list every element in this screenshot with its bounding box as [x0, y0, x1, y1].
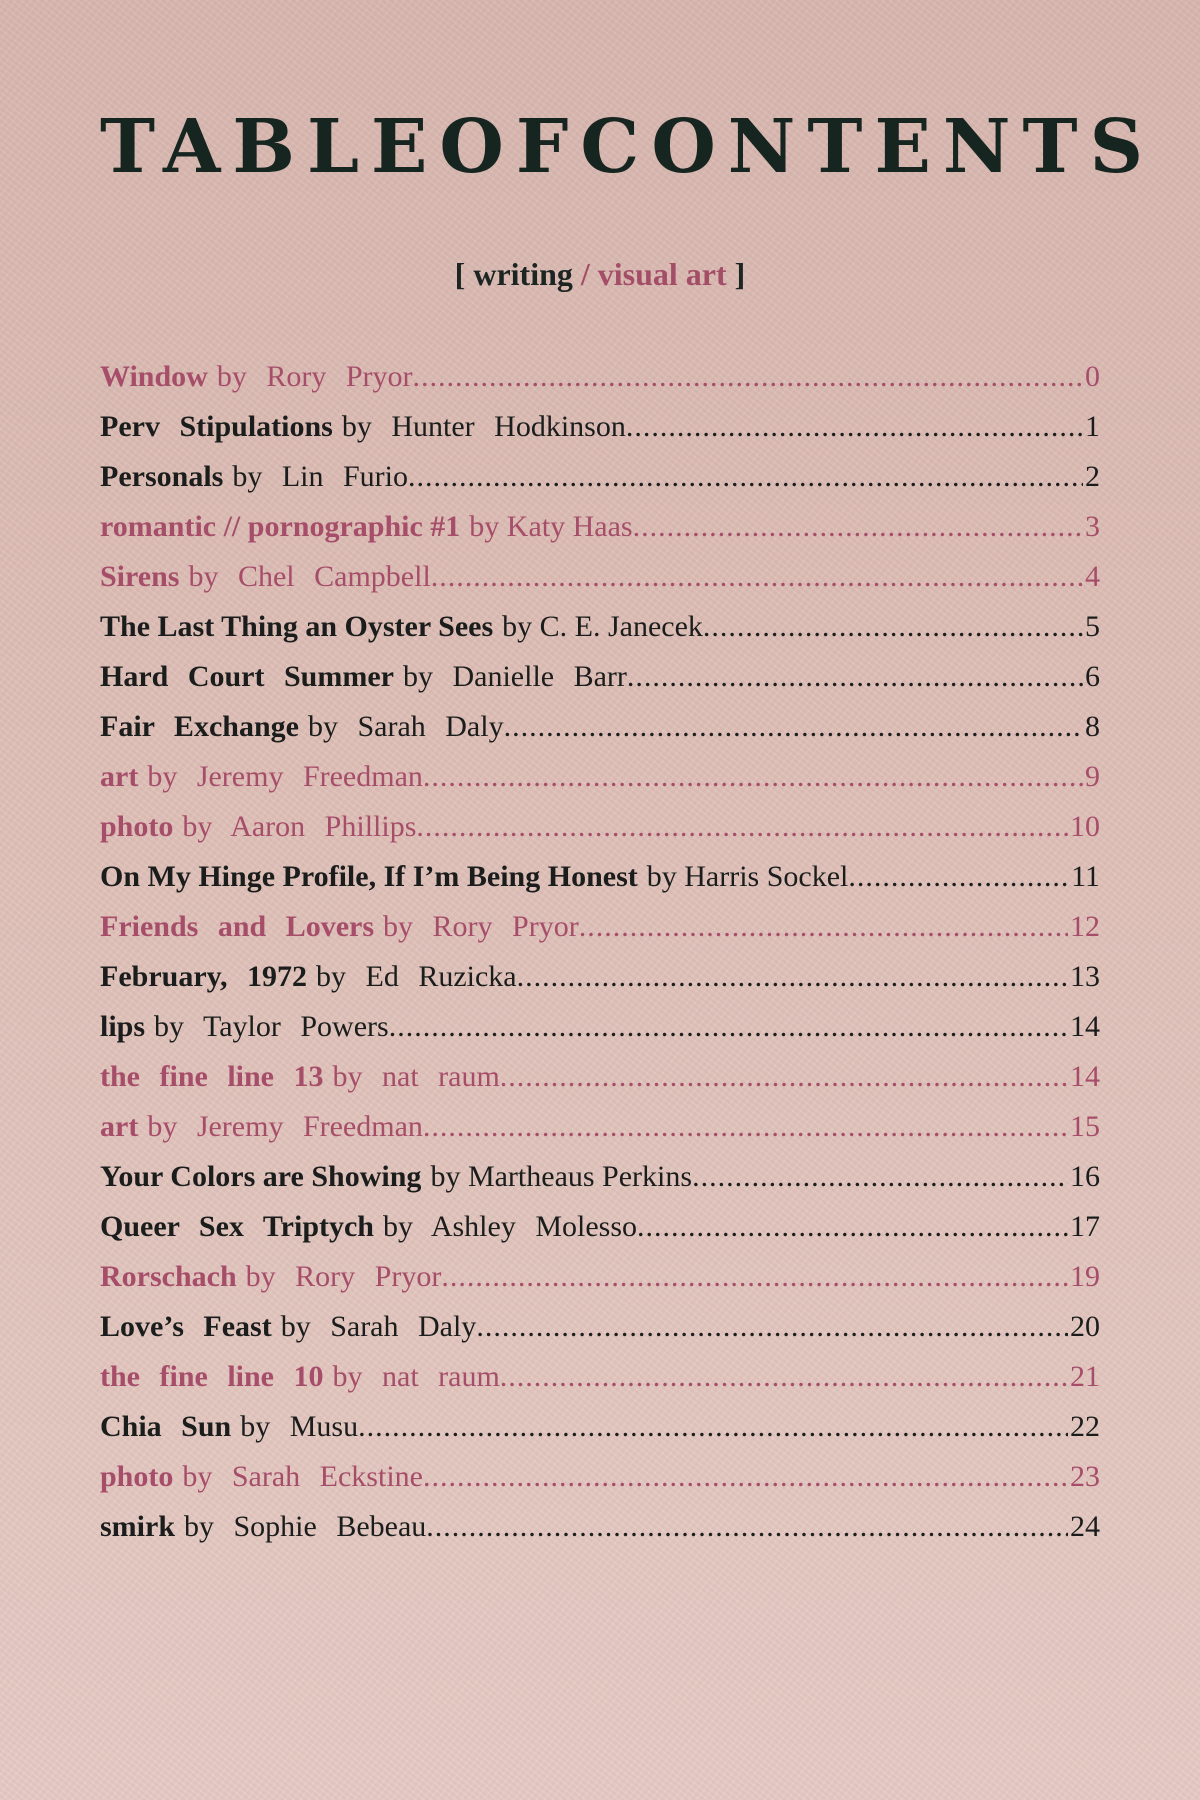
author-byline: by Hunter Hodkinson [341, 410, 626, 443]
toc-entry [100, 352, 1100, 402]
work-title: On My Hinge Profile, If I’m Being Honest [100, 860, 638, 893]
page-number: 10 [1070, 810, 1100, 843]
page-number: 20 [1070, 1310, 1100, 1343]
page-title [100, 102, 1156, 192]
work-title: lips [100, 1010, 146, 1043]
dot-leader [500, 1352, 1068, 1402]
toc-entry [100, 1002, 1100, 1052]
work-title: art [100, 1110, 139, 1143]
work-title: Rorschach [100, 1260, 237, 1293]
author-byline: by nat raum [332, 1060, 500, 1093]
author-byline: by Taylor Powers [154, 1010, 389, 1043]
toc-entry [100, 902, 1100, 952]
page-number: 0 [1085, 360, 1100, 393]
work-title: February, 1972 [100, 960, 307, 993]
work-title: art [100, 760, 139, 793]
dot-leader [517, 952, 1068, 1002]
dot-leader [358, 1402, 1068, 1452]
toc-entry [100, 402, 1100, 452]
author-byline: by Danielle Barr [402, 660, 627, 693]
author-byline: by Sarah Daly [307, 710, 504, 743]
toc-entry [100, 802, 1100, 852]
toc-entry [100, 1302, 1100, 1352]
work-title: the fine line 13 [100, 1060, 324, 1093]
toc-entry [100, 952, 1100, 1002]
author-byline: by Lin Furio [232, 460, 408, 493]
work-title: Friends and Lovers [100, 910, 375, 943]
toc-entry [100, 1502, 1100, 1552]
dot-leader [426, 1502, 1068, 1552]
dot-leader [504, 702, 1083, 752]
category-legend [0, 256, 1200, 293]
toc-entry [100, 1452, 1100, 1502]
dot-leader [692, 1152, 1068, 1202]
dot-leader [626, 402, 1083, 452]
dot-leader [476, 1302, 1068, 1352]
work-title: photo [100, 1460, 174, 1493]
dot-leader [423, 1102, 1068, 1152]
page-number: 8 [1085, 710, 1100, 743]
legend-separator: / [580, 256, 590, 292]
work-title: Perv Stipulations [100, 410, 333, 443]
author-byline: by Jeremy Freedman [147, 760, 423, 793]
author-byline: by Ed Ruzicka [316, 960, 517, 993]
page-number: 19 [1070, 1260, 1100, 1293]
dot-leader [416, 802, 1068, 852]
toc-entry [100, 852, 1100, 902]
dot-leader [500, 1052, 1068, 1102]
legend-writing: writing [473, 256, 573, 292]
work-title: smirk [100, 1510, 175, 1543]
page-number: 21 [1070, 1360, 1100, 1393]
legend-open-bracket: [ [454, 256, 466, 292]
page-number: 11 [1071, 860, 1100, 893]
page-number: 22 [1070, 1410, 1100, 1443]
page-number: 3 [1085, 510, 1100, 543]
work-title: Sirens [100, 560, 180, 593]
author-byline: by Aaron Phillips [182, 810, 417, 843]
page-number: 1 [1085, 410, 1100, 443]
toc-entry [100, 502, 1100, 552]
toc-entry [100, 702, 1100, 752]
work-title: romantic // pornographic #1 [100, 510, 461, 543]
work-title: Queer Sex Triptych [100, 1210, 374, 1243]
author-byline: by Chel Campbell [188, 560, 431, 593]
dot-leader [703, 602, 1083, 652]
page-number: 12 [1070, 910, 1100, 943]
dot-leader [627, 652, 1083, 702]
dot-leader [441, 1252, 1068, 1302]
page-number: 9 [1085, 760, 1100, 793]
page-number: 16 [1070, 1160, 1100, 1193]
dot-leader [413, 352, 1084, 402]
toc-entry [100, 1152, 1100, 1202]
work-title: the fine line 10 [100, 1360, 324, 1393]
author-byline: by Rory Pryor [245, 1260, 442, 1293]
toc-entry [100, 1052, 1100, 1102]
title-word: TABLE [100, 104, 440, 190]
author-byline: by Rory Pryor [216, 360, 413, 393]
dot-leader [389, 1002, 1068, 1052]
toc-entry [100, 1252, 1100, 1302]
author-byline: by Rory Pryor [383, 910, 579, 943]
page-number: 15 [1070, 1110, 1100, 1143]
work-title: Love’s Feast [100, 1310, 272, 1343]
toc-entry [100, 452, 1100, 502]
work-title: Chia Sun [100, 1410, 232, 1443]
page-number: 6 [1085, 660, 1100, 693]
page-number: 5 [1085, 610, 1100, 643]
work-title: Your Colors are Showing [100, 1160, 422, 1193]
page-number: 14 [1070, 1010, 1100, 1043]
toc-entry [100, 752, 1100, 802]
author-byline: by Katy Haas [469, 510, 633, 543]
dot-leader [423, 752, 1083, 802]
page-number: 2 [1085, 460, 1100, 493]
dot-leader [848, 852, 1069, 902]
dot-leader [431, 552, 1083, 602]
legend-visual-art: visual art [597, 256, 727, 292]
work-title: Hard Court Summer [100, 660, 394, 693]
author-byline: by Musu [240, 1410, 359, 1443]
page-number: 24 [1070, 1510, 1100, 1543]
title-word: CONTENTS [580, 104, 1156, 190]
toc-entry [100, 652, 1100, 702]
author-byline: by Sarah Daly [280, 1310, 477, 1343]
author-byline: by C. E. Janecek [502, 610, 703, 643]
toc-entry [100, 1102, 1100, 1152]
page-number: 14 [1070, 1060, 1100, 1093]
dot-leader [579, 902, 1068, 952]
toc-entry [100, 1202, 1100, 1252]
dot-leader [633, 502, 1083, 552]
author-byline: by Martheaus Perkins [430, 1160, 693, 1193]
work-title: Fair Exchange [100, 710, 299, 743]
author-byline: by nat raum [332, 1360, 500, 1393]
work-title: Personals [100, 460, 224, 493]
contents-list [100, 352, 1100, 1552]
page-number: 13 [1070, 960, 1100, 993]
page-number: 4 [1085, 560, 1100, 593]
work-title: Window [100, 360, 208, 393]
author-byline: by Sarah Eckstine [182, 1460, 423, 1493]
author-byline: by Harris Sockel [646, 860, 849, 893]
dot-leader [408, 452, 1083, 502]
toc-entry [100, 552, 1100, 602]
title-word: OF [439, 104, 581, 190]
author-byline: by Sophie Bebeau [184, 1510, 427, 1543]
page-number: 17 [1070, 1210, 1100, 1243]
toc-entry [100, 1352, 1100, 1402]
toc-entry [100, 1402, 1100, 1452]
legend-close-bracket: ] [734, 256, 746, 292]
dot-leader [423, 1452, 1068, 1502]
author-byline: by Jeremy Freedman [147, 1110, 423, 1143]
work-title: photo [100, 810, 174, 843]
page-number: 23 [1070, 1460, 1100, 1493]
work-title: The Last Thing an Oyster Sees [100, 610, 494, 643]
dot-leader [637, 1202, 1068, 1252]
toc-entry [100, 602, 1100, 652]
author-byline: by Ashley Molesso [383, 1210, 638, 1243]
